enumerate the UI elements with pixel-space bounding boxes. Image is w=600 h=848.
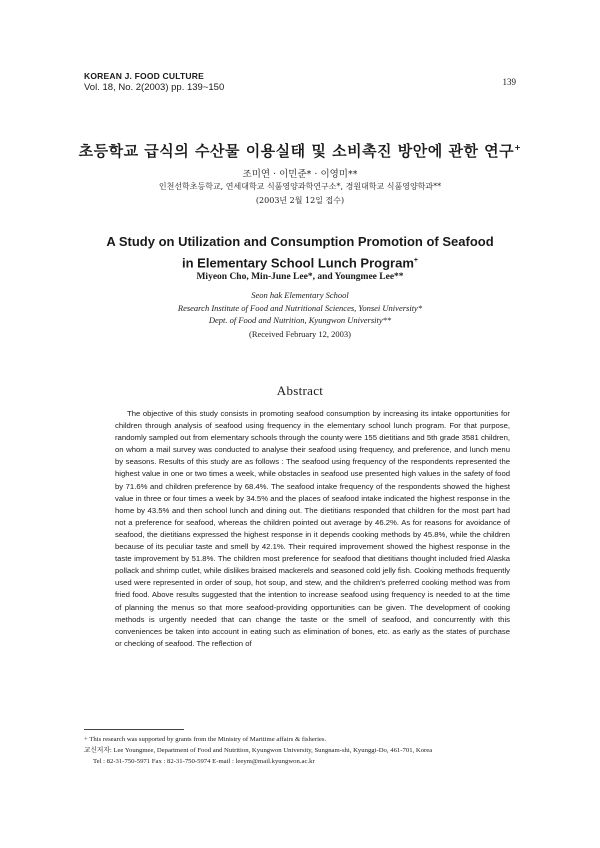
affiliation-1: Seon hak Elementary School bbox=[251, 290, 349, 300]
journal-header bbox=[84, 70, 224, 94]
english-title-mark: + bbox=[413, 257, 418, 264]
funding-footnote: + This research was supported by grants from the Ministry of Maritime affairs & fisheries. bbox=[84, 736, 327, 743]
page-number: 139 bbox=[502, 77, 516, 87]
correspondence-footnote: 교신저자: Lee Youngmee, Department of Food and Nutrition, Kyungwon University, Sungnam-shi, Kyunggi-Do, 461-701, Korea bbox=[84, 747, 433, 754]
contact-footnote: Tel : 82-31-750-5971 Fax : 82-31-750-5974 E-mail : leeym@mail.kyungwon.ac.kr bbox=[93, 758, 315, 765]
korean-received-date: (2003년 2월 12일 접수) bbox=[255, 196, 345, 205]
footnote-divider bbox=[84, 729, 184, 730]
korean-title bbox=[60, 140, 540, 161]
footnotes bbox=[84, 734, 524, 767]
korean-affiliations: 인천선학초등학교, 연세대학교 식품영양과학연구소*, 경원대학교 식품영양학과** bbox=[158, 182, 442, 191]
journal-volume: Vol. 18, No. 2(2003) pp. 139~150 bbox=[84, 82, 225, 93]
affiliation-3: Dept. of Food and Nutrition, Kyungwon University** bbox=[208, 315, 392, 325]
abstract-heading: Abstract bbox=[276, 383, 324, 398]
korean-title-mark: + bbox=[514, 143, 522, 152]
english-received-date: (Received February 12, 2003) bbox=[249, 329, 351, 339]
affiliation-2: Research Institute of Food and Nutritional Sciences, Yonsei University* bbox=[177, 302, 423, 313]
korean-authors: 조미연 · 이민준* · 이영미** bbox=[242, 169, 358, 180]
english-title-line-2: in Elementary School Lunch Program bbox=[182, 255, 414, 271]
korean-title-text: 초등학교 급식의 수산물 이용실태 및 소비촉진 방안에 관한 연구 bbox=[78, 142, 515, 160]
abstract-body: The objective of this study consists in promoting seafood consumption by increasing its intake opportunities for children through analysis of seafood using frequency in the elementary school lunch program. For that purpose, randomly sampled out from elementary schools through the county were 155 dietitians and 5th grade 3581 children, on whom a mail survey was conducted to analyse their seafood using frequency, and preference, and lunch menu by seasons. Results of this study are as follows : The seafood using frequency of the respondents represented the highest value in one or two times a week, while obstacles in seafood use presented high values in the safety of food by 71.6% and children preference by 68.4%. The seafood intake frequency of the respondents showed the highest value in three or four times a week by 34.5% and the places of seafood intake indicated the highest response in the home by 43.5% and then school lunch and dining out. The dietitians responded that children for the most part had not a preference for seafood, whereas the children pointed out average by 46.2%. As for reasons for avoidance of seafood, the dietitians expressed the highest response in it depends cooking methods by 45.8%, while the children because of its peculiar taste and smell by 42.1%. Their required improvement showed the highest response in the taste improvement by 51.8%. The children most preference for seafood that dietitians thought included fried Alaska pollack and shrimp cutlet, while dislikes braised mackerels and seasoned cold jelly fish. Cooking methods frequently used were represented in order of soup, hot soup, and stew, and the children's preferred cooking method was from fried food. Above results suggested that the intention to increase seafood using frequency is needed to at the time of planning the menus so that more seafood-providing opportunities can be given. The development of cooking methods is urgently needed that can change the taste or the smell of seafood, and concurrently with this conveniences be taken into account in eating such as elimination of bones, etc. as early as the states of purchase or checking of seafood. The reflection of bbox=[115, 409, 510, 648]
journal-name: KOREAN J. FOOD CULTURE bbox=[84, 71, 204, 81]
english-affiliations bbox=[60, 289, 540, 327]
english-title-line-1: A Study on Utilization and Consumption Promotion of Seafood bbox=[106, 234, 494, 249]
english-title bbox=[60, 232, 540, 272]
english-authors: Miyeon Cho, Min-June Lee*, and Youngmee Lee** bbox=[196, 272, 404, 282]
